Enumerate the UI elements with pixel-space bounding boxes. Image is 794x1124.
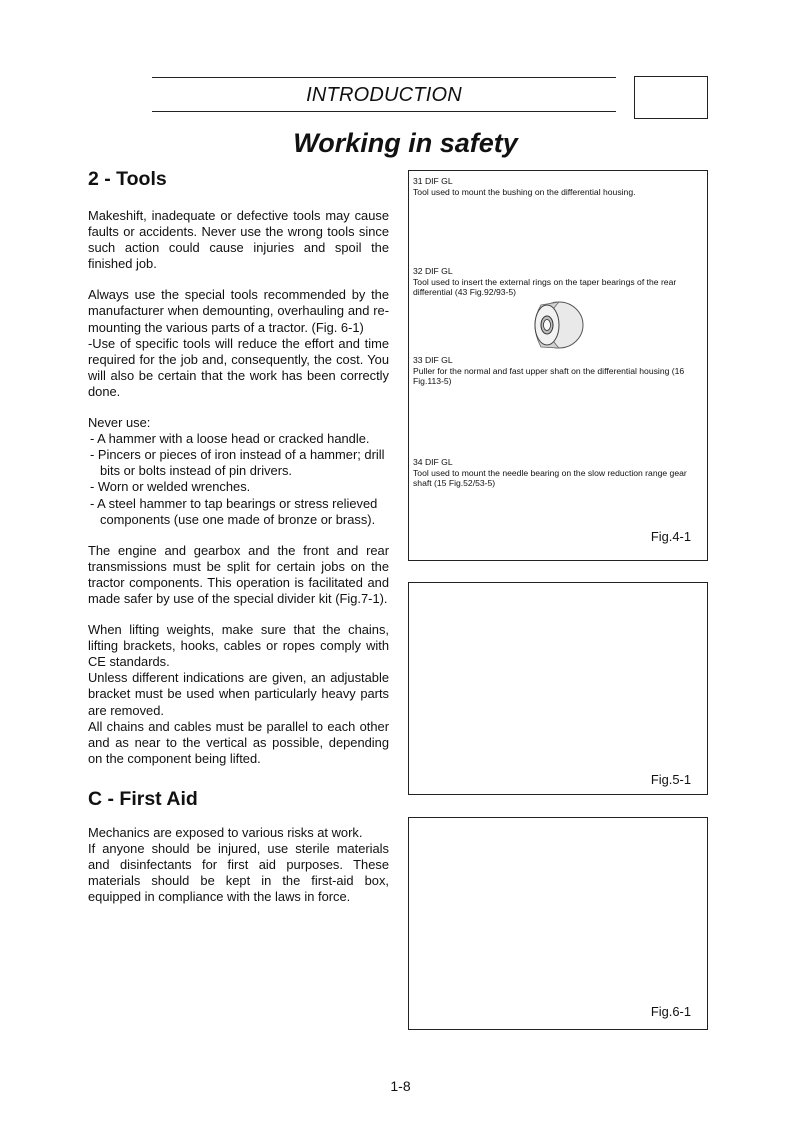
tool-entry-31 [413, 176, 701, 197]
header-corner-box [634, 76, 708, 119]
tools-paragraph-2a: Always use the special tools recommended by the manufacturer when demounting, overhauling and re-mounting the various parts of a tractor. (Fig. 6-1) [88, 287, 389, 335]
tool-description: Tool used to mount the needle bearing on the slow reduction range gear shaft (15 Fig.52/53-5) [413, 467, 687, 489]
header-top-rule [152, 77, 616, 78]
figure-5-1-box [408, 582, 708, 795]
first-aid-paragraph-1: Mechanics are exposed to various risks at work. [88, 824, 363, 840]
lifting-paragraph-a: When lifting weights, make sure that the chains, lifting brackets, hooks, cables or ropes comply with CE standards. [88, 622, 389, 670]
tool-code: 32 DIF GL [413, 266, 453, 276]
tool-description: Tool used to mount the bushing on the differential housing. [413, 186, 636, 197]
never-use-heading: Never use: [88, 415, 151, 431]
lifting-paragraph-c: All chains and cables must be parallel to each other and as near to the vertical as possible, depending on the component being lifted. [88, 718, 389, 766]
tool-description: Puller for the normal and fast upper shaft on the differential housing (16 Fig.113-5) [413, 365, 685, 387]
never-use-item: - A hammer with a loose head or cracked handle. [90, 431, 370, 447]
figure-label: Fig.4-1 [650, 529, 691, 544]
header-bottom-rule [152, 111, 616, 112]
header-section-title: INTRODUCTION [306, 84, 462, 106]
tools-paragraph-1: Makeshift, inadequate or defective tools may cause faults or accidents. Never use the wrong tools since such action could cause injuries and spoil the finished job. [88, 208, 389, 272]
tool-entry-33 [413, 355, 701, 387]
never-use-item: - Pincers or pieces of iron instead of a hammer; drill bits or bolts instead of pin drivers. [90, 447, 385, 479]
figure-label: Fig.6-1 [650, 1004, 691, 1019]
tool-code: 31 DIF GL [413, 176, 453, 186]
left-column [88, 168, 389, 905]
never-use-item: - Worn or welded wrenches. [90, 479, 251, 495]
first-aid-paragraph-2: If anyone should be injured, use sterile materials and disinfectants for first aid purposes. These materials should be kept in the first-aid box, equipped in compliance with the laws in force. [88, 841, 389, 905]
figure-4-1-box [408, 170, 708, 561]
tool-entry-34 [413, 457, 701, 489]
first-aid-title: C - First Aid [88, 787, 198, 810]
tool-code: 34 DIF GL [413, 457, 453, 467]
lifting-paragraph-b: Unless different indications are given, an adjustable bracket must be used when particularly heavy parts are removed. [88, 670, 389, 718]
tool-entry-32 [413, 266, 701, 298]
figure-6-1-box [408, 817, 708, 1030]
tools-paragraph-2b: -Use of specific tools will reduce the effort and time required for the job and, consequently, the cost. You will also be certain that the work has been correctly done. [88, 335, 389, 399]
never-use-item: - A steel hammer to tap bearings or stress relieved components (use one made of bronze or brass). [90, 495, 378, 527]
page-title: Working in safety [293, 128, 518, 158]
bushing-tool-image [521, 297, 589, 355]
page-number: 1-8 [390, 1078, 411, 1094]
figure-label: Fig.5-1 [650, 772, 691, 787]
tool-code: 33 DIF GL [413, 355, 453, 365]
tools-section-title: 2 - Tools [88, 168, 167, 190]
tools-paragraph-3: The engine and gearbox and the front and rear transmissions must be split for certain jobs on the tractor components. This operation is facilitated and made safer by use of the special divider kit (Fig.7-1). [88, 542, 389, 606]
tool-description: Tool used to insert the external rings on the taper bearings of the rear differential (43 Fig.92/93-5) [413, 276, 677, 298]
